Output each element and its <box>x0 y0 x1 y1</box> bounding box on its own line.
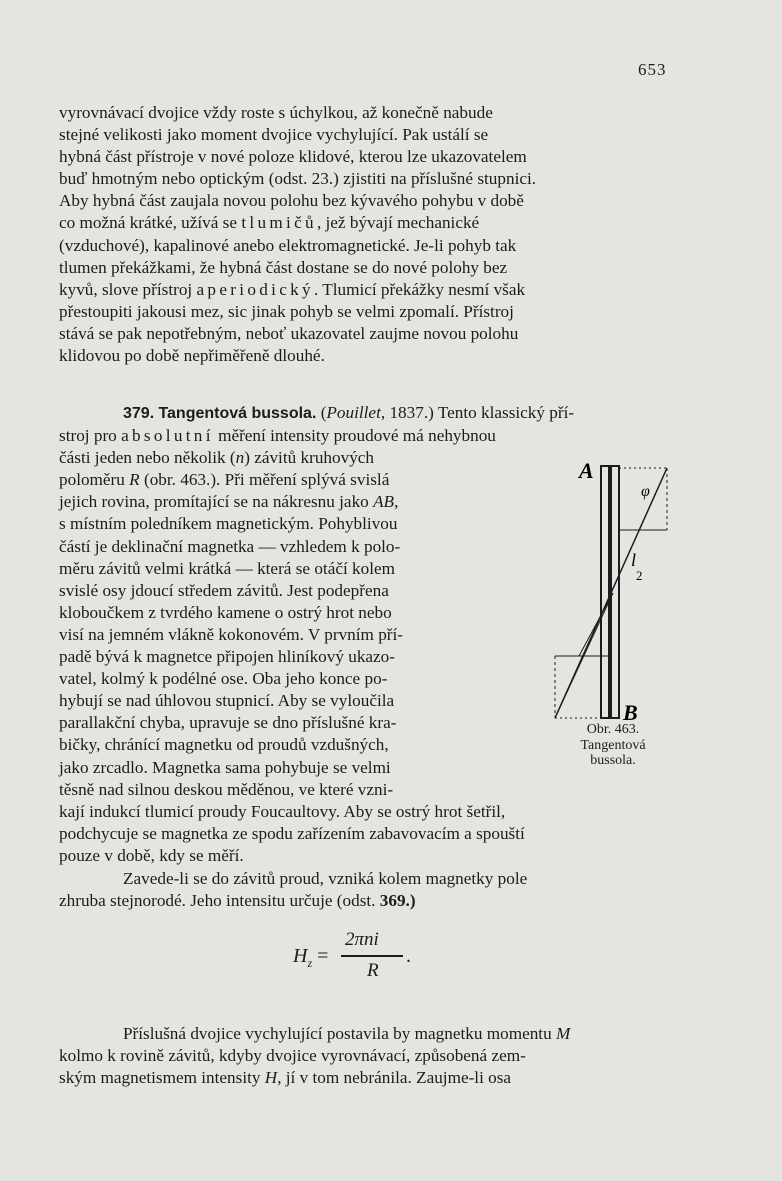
text-line <box>59 212 682 234</box>
text-line: (vzduchové), kapalinové anebo elektromagnetické. Je-li pohyb tak <box>59 235 517 255</box>
text-line: padě bývá k magnetce připojen hliníkový ukazo- <box>59 647 396 667</box>
text-run: měření intensity proudové má nehybnou <box>218 426 496 446</box>
label-a: A <box>579 458 594 483</box>
paragraph-damping <box>59 102 682 367</box>
text-line: Zavede-li se do závitů proud, vzniká kolem magnetky pole <box>123 869 528 888</box>
text-run: ) závitů kruhových <box>244 448 375 468</box>
text-line: klidovou po době nepřiměřeně dlouhé. <box>59 346 325 366</box>
formula-hz <box>293 929 493 989</box>
math-var: R <box>129 470 140 490</box>
caption-line: Obr. 463. <box>586 722 640 737</box>
section-number: 379. <box>123 405 155 422</box>
label-half: 2 <box>636 568 643 583</box>
text-run: jejich rovina, promítající se na nákresnu jako <box>59 492 374 512</box>
reference-bold: 369. <box>379 891 410 911</box>
page-number: 653 <box>638 60 667 79</box>
text-line <box>59 890 682 912</box>
text-run: . Tlumicí překážky nesmí však <box>313 279 526 299</box>
text-run: Tento klassický pří- <box>433 403 575 422</box>
text-line: stává se pak nepotřebným, neboť ukazovatel zaujme novou polohu <box>59 323 519 343</box>
math-var: H <box>264 1068 278 1088</box>
text-line: buď hmotným nebo optickým (odst. 23.) zjistiti na příslušné stupnici. <box>59 169 537 189</box>
text-line <box>59 447 532 469</box>
text-line <box>59 491 532 513</box>
text-line: přestoupiti jakousi mez, sic jinak pohyb se velmi zpomalí. Přístroj <box>59 301 514 321</box>
text-run: stroj pro <box>59 426 117 446</box>
text-run: zhruba stejnorodé. Jeho intensitu určuje (odst. <box>59 891 380 911</box>
formula-lhs <box>293 945 328 971</box>
text-run: poloměru <box>59 470 130 490</box>
text-line: vyrovnávací dvojice vždy roste s úchylkou, až konečně nabude <box>59 103 493 122</box>
text-line <box>59 1067 682 1089</box>
paragraph-field <box>59 868 682 912</box>
text-line: jako zrcadlo. Magnetka sama pohybuje se velmi <box>59 757 391 777</box>
text-run: kyvů, slove přístroj <box>59 279 193 299</box>
section-heading-line: 379. Tangentová bussola. (Pouillet, 1837.) Tento klassický pří- <box>123 403 575 422</box>
label-phi: φ <box>641 483 650 500</box>
text-line: stejné velikosti jako moment dvojice vychylující. Pak ustálí se <box>59 125 489 145</box>
figure-caption <box>548 722 678 769</box>
text-run: , <box>394 492 399 512</box>
text-run: ) <box>409 891 416 911</box>
text-line: měru závitů velmi krátká — která se otáčí kolem <box>59 558 395 578</box>
math-var: H <box>293 945 308 967</box>
text-line: podchycuje se magnetka ze spodu zařízením zabavovacím a spouští <box>59 823 525 843</box>
text-run: Příslušná dvojice vychylující postavila by magnetku momentu <box>123 1024 556 1043</box>
text-line: kloboučkem z tvrdého kamene o ostrý hrot nebo <box>59 602 392 622</box>
text-run: části jeden nebo několik ( <box>59 448 236 468</box>
caption-line: Tangentová <box>580 737 646 753</box>
spaced-term-absolute: absolutní <box>121 426 214 446</box>
label-l: l <box>631 550 637 570</box>
formula-numerator: 2πni <box>345 929 379 950</box>
text-line: kolmo k rovině závitů, kdyby dvojice vyrovnávací, způsobená zem- <box>59 1046 526 1066</box>
text-line: těsně nad silnou deskou měděnou, ve které vzni- <box>59 779 394 799</box>
math-subscript: z <box>307 956 313 970</box>
formula-denominator: R <box>367 960 379 981</box>
math-var: M <box>555 1024 571 1043</box>
text-line: parallakční chyba, upravuje se dno příslušné kra- <box>59 713 397 733</box>
text-line <box>59 279 682 301</box>
text-run: (obr. 463.). Při měření splývá svislá <box>139 470 390 490</box>
text-line <box>59 1023 682 1045</box>
text-run: ským magnetismem intensity <box>59 1068 265 1088</box>
text-line <box>59 469 532 491</box>
text-line: tlumen překážkami, že hybná část dostane se do nové polohy bez <box>59 257 508 277</box>
math-var: AB <box>373 492 395 512</box>
text-line: částí je deklinační magnetka — vzhledem k polo- <box>59 536 401 556</box>
text-line: vatel, kolmý k podélné ose. Oba jeho konce po- <box>59 669 388 689</box>
text-line: pouze v době, kdy se měří. <box>59 845 244 865</box>
wrapped-text <box>59 447 532 801</box>
equals-sign: = <box>312 945 329 967</box>
text-line: bičky, chránící magnetku od proudů vzdušných, <box>59 735 389 755</box>
text-line <box>59 425 682 447</box>
math-var: n <box>235 448 245 468</box>
tangent-galvanometer-diagram <box>543 448 683 728</box>
text-line: svislé osy jdoucí středem závitů. Jest podepřena <box>59 580 389 600</box>
text-line: s místním poledníkem magnetickým. Pohyblivou <box>59 514 398 534</box>
text-run: co možná krátké, užívá se <box>59 213 238 233</box>
text-run: , jež bývají mechanické <box>316 213 480 233</box>
text-line: hybují se nad úhlovou stupnicí. Aby se vyloučila <box>59 691 395 711</box>
spaced-term-aperiodic: aperiodický <box>196 279 314 299</box>
section-author: Pouillet <box>326 403 381 422</box>
text-run: , jí v tom nebránila. Zaujme-li osa <box>277 1068 512 1088</box>
section-year: , 1837.) <box>380 403 434 422</box>
spaced-term-dampers: tlumičů <box>241 213 317 233</box>
label-b: B <box>623 700 638 725</box>
formula-end: . <box>406 945 411 967</box>
fraction-bar <box>341 955 403 957</box>
text-line: Aby hybná část zaujala novou polohu bez kývavého pohybu v době <box>59 191 524 211</box>
section-title: Tangentová bussola. <box>158 405 317 422</box>
text-line: hybná část přístroje v nové poloze klidové, kterou lze ukazovatelem <box>59 147 527 167</box>
text-line: visí na jemném vlákně kokonovém. V prvním pří- <box>59 624 404 644</box>
paragraph-deflection <box>59 1023 682 1089</box>
caption-line: bussola. <box>590 753 636 768</box>
text-line: kají indukcí tlumicí proudy Foucaultovy. Aby se ostrý hrot šetřil, <box>59 801 506 821</box>
